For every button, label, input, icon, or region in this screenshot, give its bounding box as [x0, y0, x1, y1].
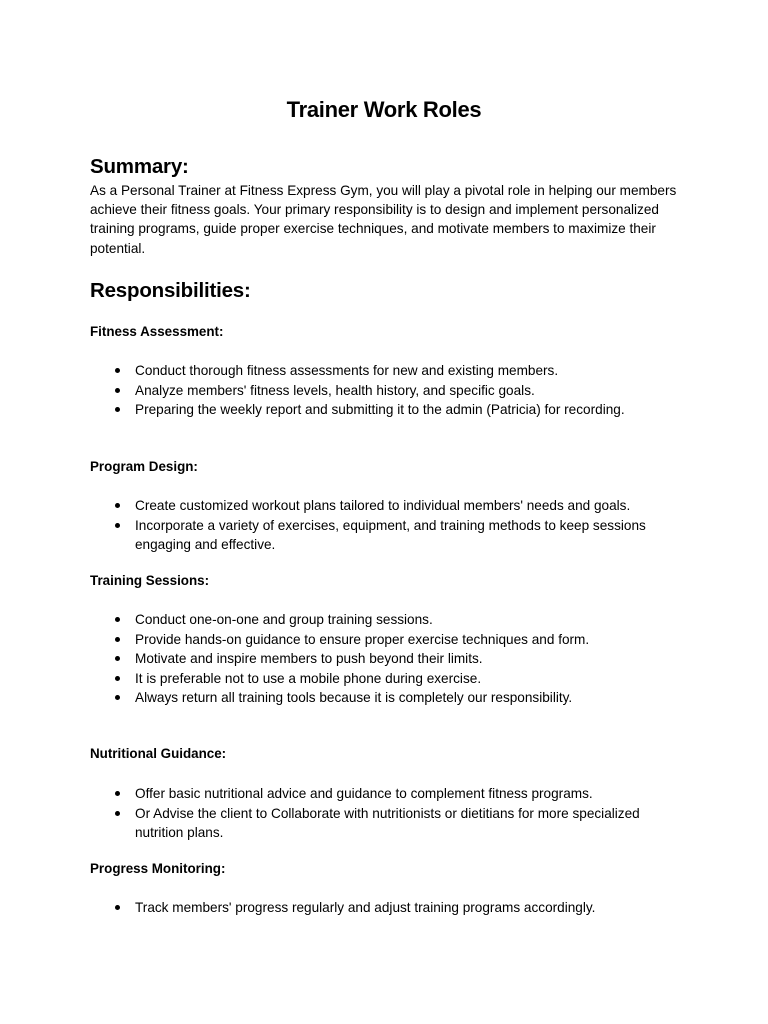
- fitness-assessment-list: [90, 361, 680, 420]
- list-item: Or Advise the client to Collaborate with nutritionists or dietitians for more specialized nutrition plans.: [90, 804, 680, 843]
- list-item: Incorporate a variety of exercises, equipment, and training methods to keep sessions engaging and effective.: [90, 516, 680, 555]
- page-title: Trainer Work Roles: [286, 97, 482, 122]
- summary-heading: Summary:: [90, 155, 189, 178]
- section-title-program-design: Program Design:: [90, 459, 198, 474]
- program-design-list: [90, 496, 680, 555]
- list-item: Track members' progress regularly and adjust training programs accordingly.: [90, 898, 680, 918]
- nutritional-guidance-list: [90, 784, 680, 843]
- section-title-nutritional-guidance: Nutritional Guidance:: [90, 746, 227, 761]
- progress-monitoring-list: [90, 898, 680, 918]
- training-sessions-list: [90, 610, 680, 708]
- section-title-training-sessions: Training Sessions:: [90, 573, 210, 588]
- list-item: Offer basic nutritional advice and guidance to complement fitness programs.: [90, 784, 680, 804]
- section-title-progress-monitoring: Progress Monitoring:: [90, 861, 226, 876]
- list-item: Always return all training tools because it is completely our responsibility.: [90, 688, 680, 708]
- section-title-fitness-assessment: Fitness Assessment:: [90, 324, 224, 339]
- responsibilities-heading: Responsibilities:: [90, 279, 251, 302]
- list-item: Analyze members' fitness levels, health history, and specific goals.: [90, 381, 680, 401]
- list-item: Motivate and inspire members to push beyond their limits.: [90, 649, 680, 669]
- list-item: Conduct thorough fitness assessments for new and existing members.: [90, 361, 680, 381]
- list-item: Conduct one-on-one and group training sessions.: [90, 610, 680, 630]
- list-item: Create customized workout plans tailored to individual members' needs and goals.: [90, 496, 680, 516]
- list-item: It is preferable not to use a mobile phone during exercise.: [90, 669, 680, 689]
- summary-text: As a Personal Trainer at Fitness Express Gym, you will play a pivotal role in helping our members achieve their fitness goals. Your primary responsibility is to design and implement personalized training programs, guide proper exercise techniques, and motivate members to maximize their potential.: [90, 183, 677, 256]
- list-item: Provide hands-on guidance to ensure proper exercise techniques and form.: [90, 630, 680, 650]
- list-item: Preparing the weekly report and submitting it to the admin (Patricia) for recording.: [90, 400, 680, 420]
